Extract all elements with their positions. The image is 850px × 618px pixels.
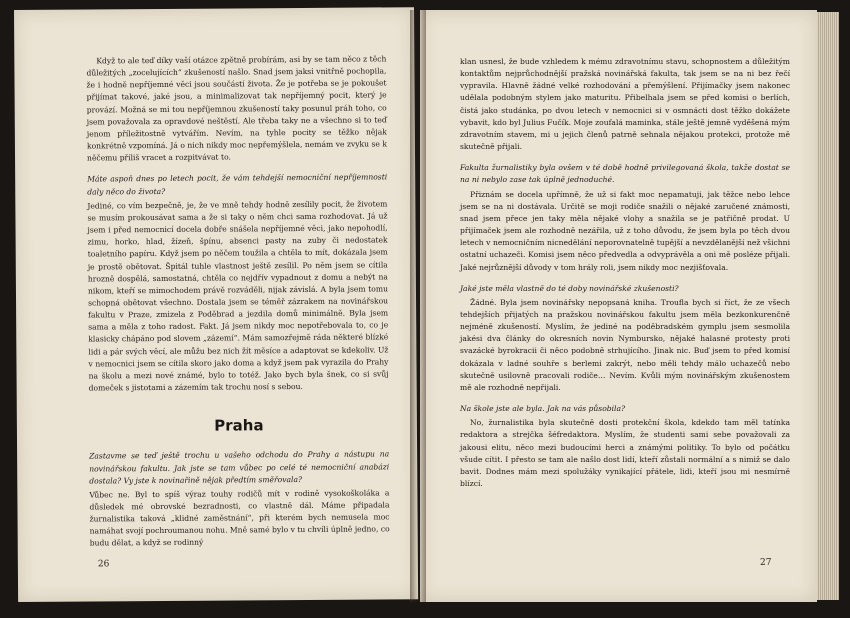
paragraph: Vůbec ne. Byl to spíš výraz touhy rodičů mít v rodině vysokoškoláka a důsledek mé obrovské bezradnosti, co vlastně dál. Máme připadala žurnalistika taková „klidné zaměstnání“, při kterém bych nemusela moc namáhat svojí pochroumanou nohu. Mně samé bylo v tu chvíli úplně jedno, co budu dělat, a když se rodinný [89, 488, 390, 548]
page-edges [817, 12, 839, 600]
right-page [420, 10, 817, 602]
left-page [14, 7, 418, 602]
question-heading: Zastavme se teď ještě trochu u vašeho odchodu do Prahy a nástupu na novinářskou fakultu. Jak jste se tam vůbec po celé té nemocniční anabázi dostala? Vy jste k novinařině nějak předtím směřovala? [89, 449, 390, 486]
question-heading: Fakulta žurnalistiky byla ovšem v té době hodně privilegovaná škola, takže dostat se na ni nebylo zase tak úplně jednoduché. [460, 163, 790, 185]
paragraph: Když to ale teď díky vaší otázce zpětně probírám, asi by se tam něco z těch důležitých „zocelujících“ zkušeností našlo. Snad jsem jaksi vnitřně pochopila, že i hodně nepříjemné věci jsou součástí života. Že je potřeba se je pokoušet přijímat takové, jaké jsou, a minimalizovat tak nepříjemný pocit, který je provází. Možná se mi tou nepříjemnou zkušeností taky posunul práh toho, co jsem považovala za opravdové neštěstí. Ale třeba taky ne a všechno si to teď jenom příležitostně vytvářím. Nevím, na tyhle pocity se těžko nějak konkrétně vzpomíná. Já o nich nikdy moc nepřemýšlela, nemám ve zvyku se k něčemu příliš vracet a rozpitvávat to. [86, 54, 387, 163]
left-page-text [86, 53, 389, 550]
question-heading: Jaké jste měla vlastně do té doby novinářské zkušenosti? [460, 283, 679, 293]
paragraph: Žádné. Byla jsem novinářsky nepopsaná kniha. Troufla bych si říct, že ze všech tehdejších přijatých na pražskou novinářskou fakultu jsem měla bezkonkurenčně nejméně zkušeností. Myslím, že jediné na poděbradském gymplu jsem sesmolila jakési dva články do okresních novin Nymbursko, nějaké halasné protesty proti svazácké byrokracii či něco podobně strhujícího. Jinak nic. Buď jsem to před komisí dokázala v ladné souhře s berlemi zakrýt, nebo měli tehdy málo uchazečů nebo skutečně usilovně pracovali rodiče… Nevím. Kvůli mým novinářským zkušenostem mě ale rozhodně nepřijali. [460, 297, 790, 392]
page-number: 27 [760, 558, 772, 568]
paragraph: No, žurnalistika byla skutečně dosti protekční škola, kdekdo tam měl tatínka redaktora a strejčka šéfredaktora. Myslím, že studenti sami sebe považovali za jakousi elitu, něco mezi budoucími herci a známými politiky. To bylo od počátku všude cítit. I přesto se tam ale našlo dost lidí, kteří zůstali normální a s nimiž se dalo bavit. Dodnes mám mezi spolužáky vynikající přátele, lidi, kteří jsou mi nesmírně blízcí. [460, 418, 790, 488]
section-heading: Praha [214, 416, 264, 435]
page-number: 26 [97, 559, 110, 570]
paragraph: klan usnesl, že bude vzhledem k mému zdravotnímu stavu, schopnostem a důležitým kontaktům nejprůchodnější pražská novinářská fakulta, tak jsem se na ni bez řečí vypravila. Hlavně žádné velké rozhodování a přemýšlení. Přijímačky jsem nakonec udělala podobným stylem jako maturitu. Přibelhala jsem se před komisi o berlích, čistá jako studánka, po dvou letech v nemocnici si v osmnácti dost těžko dokážete vybavit, kdo byl Julius Fučík. Moje zoufalá maminka, stále ještě jemně vyděšená mým zdravotním stavem, mi u jejich členů patrně sehnala nějakou protekci, protože mě skutečně přijali. [460, 57, 790, 152]
paragraph: Přiznám se docela upřímně, že už si fakt moc nepamatuji, jak těžce nebo lehce jsem se na ni dostávala. Určitě se moji rodiče snažili o nějaké zaručené známosti, snad jsem přece jen taky měla nějaké vlohy a snažila se je patřičně prodat. U přijímaček jsem ale rozhodně nezářila, už z toho důvodu, že jsem byla po těch dvou letech v nemocničním nicnedělání neporovnatelně tupější a nevzdělanější než všichni ostatní uchazeči. Komisi jsem něco předvedla a odvyprávěla a oni mě posléze přijali. Jaké nejrůznější důvody v tom hrály roli, jsem nikdy moc nezjišťovala. [460, 189, 790, 272]
book-spine [410, 10, 426, 602]
question-heading: Na škole jste ale byla. Jak na vás působila? [460, 404, 626, 414]
question-heading: Máte aspoň dnes po letech pocit, že vám tehdejší nemocniční nepříjemnosti daly něco do života? [87, 172, 388, 197]
right-page-text [460, 56, 790, 490]
paragraph: Jediné, co vím bezpečně, je, že ve mně tehdy hodně zesílily pocit, že životem se musím prokousávat sama a že si taky o něm chci sama rozhodovat. Já už jsem i před nemocnicí docela dobře snášela nepříjemné věci, jako nepohodlí, zimu, horko, hlad, žízeň, špínu, absenci pasty na zuby či nedostatek toaletního papíru. Když jsem po něčem toužila a chtěla to mít, dokázala jsem je prostě obětovat. Špitál tuhle vlastnost ještě zesílil. Po něm jsem se cítila hrozně dospělá, samostatná, chtěla co nejdřív vypadnout z domu a nebýt na nikom, kteří se mimochodem právě rozváděli, nijak závislá. A byla jsem tomu schopná obětovat všechno. Dostala jsem se téměř zázrakem na novinářskou fakultu v Praze, zmizela z Poděbrad a jezdila domů minimálně. Byla jsem sama a měla z toho radost. Fakt. Já jsem nikdy moc nepotřebovala to, co je klasicky chápáno pod slovem „zázemí“. Mám samozřejmě ráda některé blízké lidi a pár svých věcí, ale můžu bez nich žít měsíce a adaptovat se kdekoliv. Už v nemocnici jsem se cítila skoro jako doma a když jsem pak vyrazila do Prahy na školu a mezi nové známé, bylo to totéž. Jako bych byla šnek, co si svůj domeček s jistotami a zázemím tak trochu nosí s sebou. [87, 199, 389, 393]
